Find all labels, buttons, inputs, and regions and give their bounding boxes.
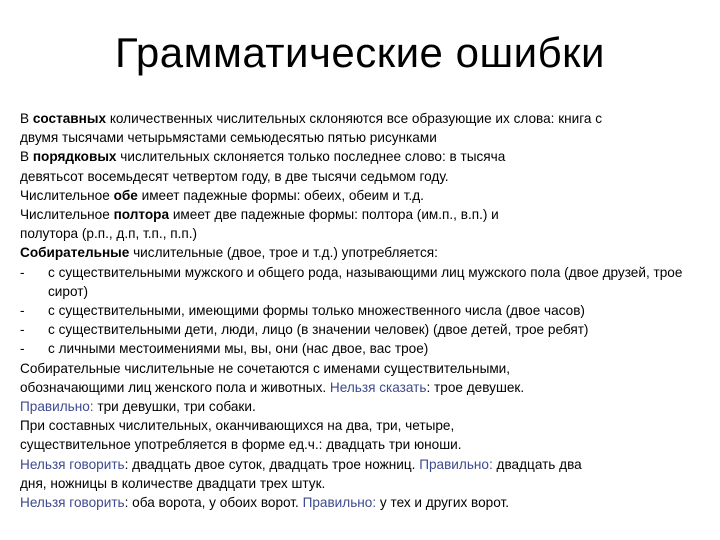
list-item <box>20 263 715 301</box>
paragraph-poltora-forms: полутора (р.п., д.п, т.п., п.п.) <box>20 226 198 242</box>
wrong-label: Нельзя говорить <box>20 456 125 472</box>
correct-label: Правильно: <box>302 495 377 511</box>
text: у тех и других ворот. <box>376 495 509 511</box>
list-item-text: с существительными мужского и общего рода, называющими лиц мужского пола (двое друзей, трое сирот) <box>48 264 683 299</box>
text: : оба ворота, у обоих ворот. <box>124 495 303 511</box>
text: В <box>20 111 33 126</box>
correct-label: Правильно: <box>419 456 493 472</box>
paragraph-wrong-3 <box>20 493 715 512</box>
list-item-text: с личными местоимениями мы, вы, они (нас двое, вас трое) <box>48 341 429 357</box>
bullet-dash: - <box>20 303 25 319</box>
term-obe: обе <box>113 187 138 203</box>
text: три девушки, три собаки. <box>93 399 256 415</box>
bullet-dash: - <box>20 264 25 280</box>
text: В <box>20 149 33 165</box>
bullet-dash: - <box>20 341 25 357</box>
paragraph-compound-example: двумя тысячами четырьмястами семьюдесятью пятью рисунками <box>20 130 437 146</box>
wrong-label: Нельзя сказать <box>329 379 427 395</box>
text: : двадцать двое суток, двадцать трое ножниц. <box>124 456 420 472</box>
term-ordinal: порядковых <box>32 149 117 165</box>
term-compound: составных <box>32 111 107 126</box>
paragraph-collective-restriction: Собирательные числительные не сочетаются с именами существительными, <box>20 360 511 376</box>
text: Числительное <box>20 207 114 223</box>
text: количественных числительных склоняются все образующие их слова: книга с <box>106 111 603 126</box>
bullet-dash: - <box>20 322 25 338</box>
term-collective: Собирательные <box>20 245 130 261</box>
text: двадцать два <box>492 456 582 472</box>
wrong-label: Нельзя говорить <box>20 495 125 511</box>
list-item-text: с существительными дети, люди, лицо (в значении человек) (двое детей, трое ребят) <box>48 322 589 338</box>
text: числительные (двое, трое и т.д.) употребляется: <box>129 245 438 261</box>
slide-body <box>20 109 715 512</box>
paragraph-correct-1 <box>20 397 715 416</box>
text: обозначающими лиц женского пола и животных. <box>20 379 330 395</box>
paragraph-compound-noun: При составных числительных, оканчивающихся на два, три, четыре, <box>20 418 455 434</box>
text: имеет две падежные формы: полтора (им.п., в.п.) и <box>169 207 499 223</box>
term-poltora: полтора <box>113 207 170 223</box>
list-item <box>20 339 715 358</box>
paragraph-compound <box>20 109 715 128</box>
paragraph-wrong-2 <box>20 455 715 474</box>
text: : трое девушек. <box>426 379 525 395</box>
paragraph-collective <box>20 243 715 262</box>
paragraph-compound-noun-2: существительное употребляется в форме ед.ч.: двадцать три юноши. <box>20 437 462 453</box>
text: Числительное <box>20 187 114 203</box>
text: числительных склоняется только последнее слово: в тысяча <box>116 149 506 165</box>
list-item-text: с существительными, имеющими формы только множественного числа (двое часов) <box>48 303 585 319</box>
list-item <box>20 301 715 320</box>
paragraph-poltora <box>20 205 715 224</box>
list-item <box>20 320 715 339</box>
paragraph-obe <box>20 186 715 205</box>
text: имеет падежные формы: обеих, обеим и т.д. <box>137 187 424 203</box>
paragraph-collective-restriction-2 <box>20 378 715 397</box>
paragraph-ordinal <box>20 147 715 166</box>
paragraph-wrong-2-cont: дня, ножницы в количестве двадцати трех штук. <box>20 475 326 491</box>
slide-title: Грамматические ошибки <box>115 29 605 76</box>
paragraph-ordinal-example: девятьсот восемьдесят четвертом году, в две тысячи седьмом году. <box>20 168 449 184</box>
correct-label: Правильно: <box>20 399 94 415</box>
